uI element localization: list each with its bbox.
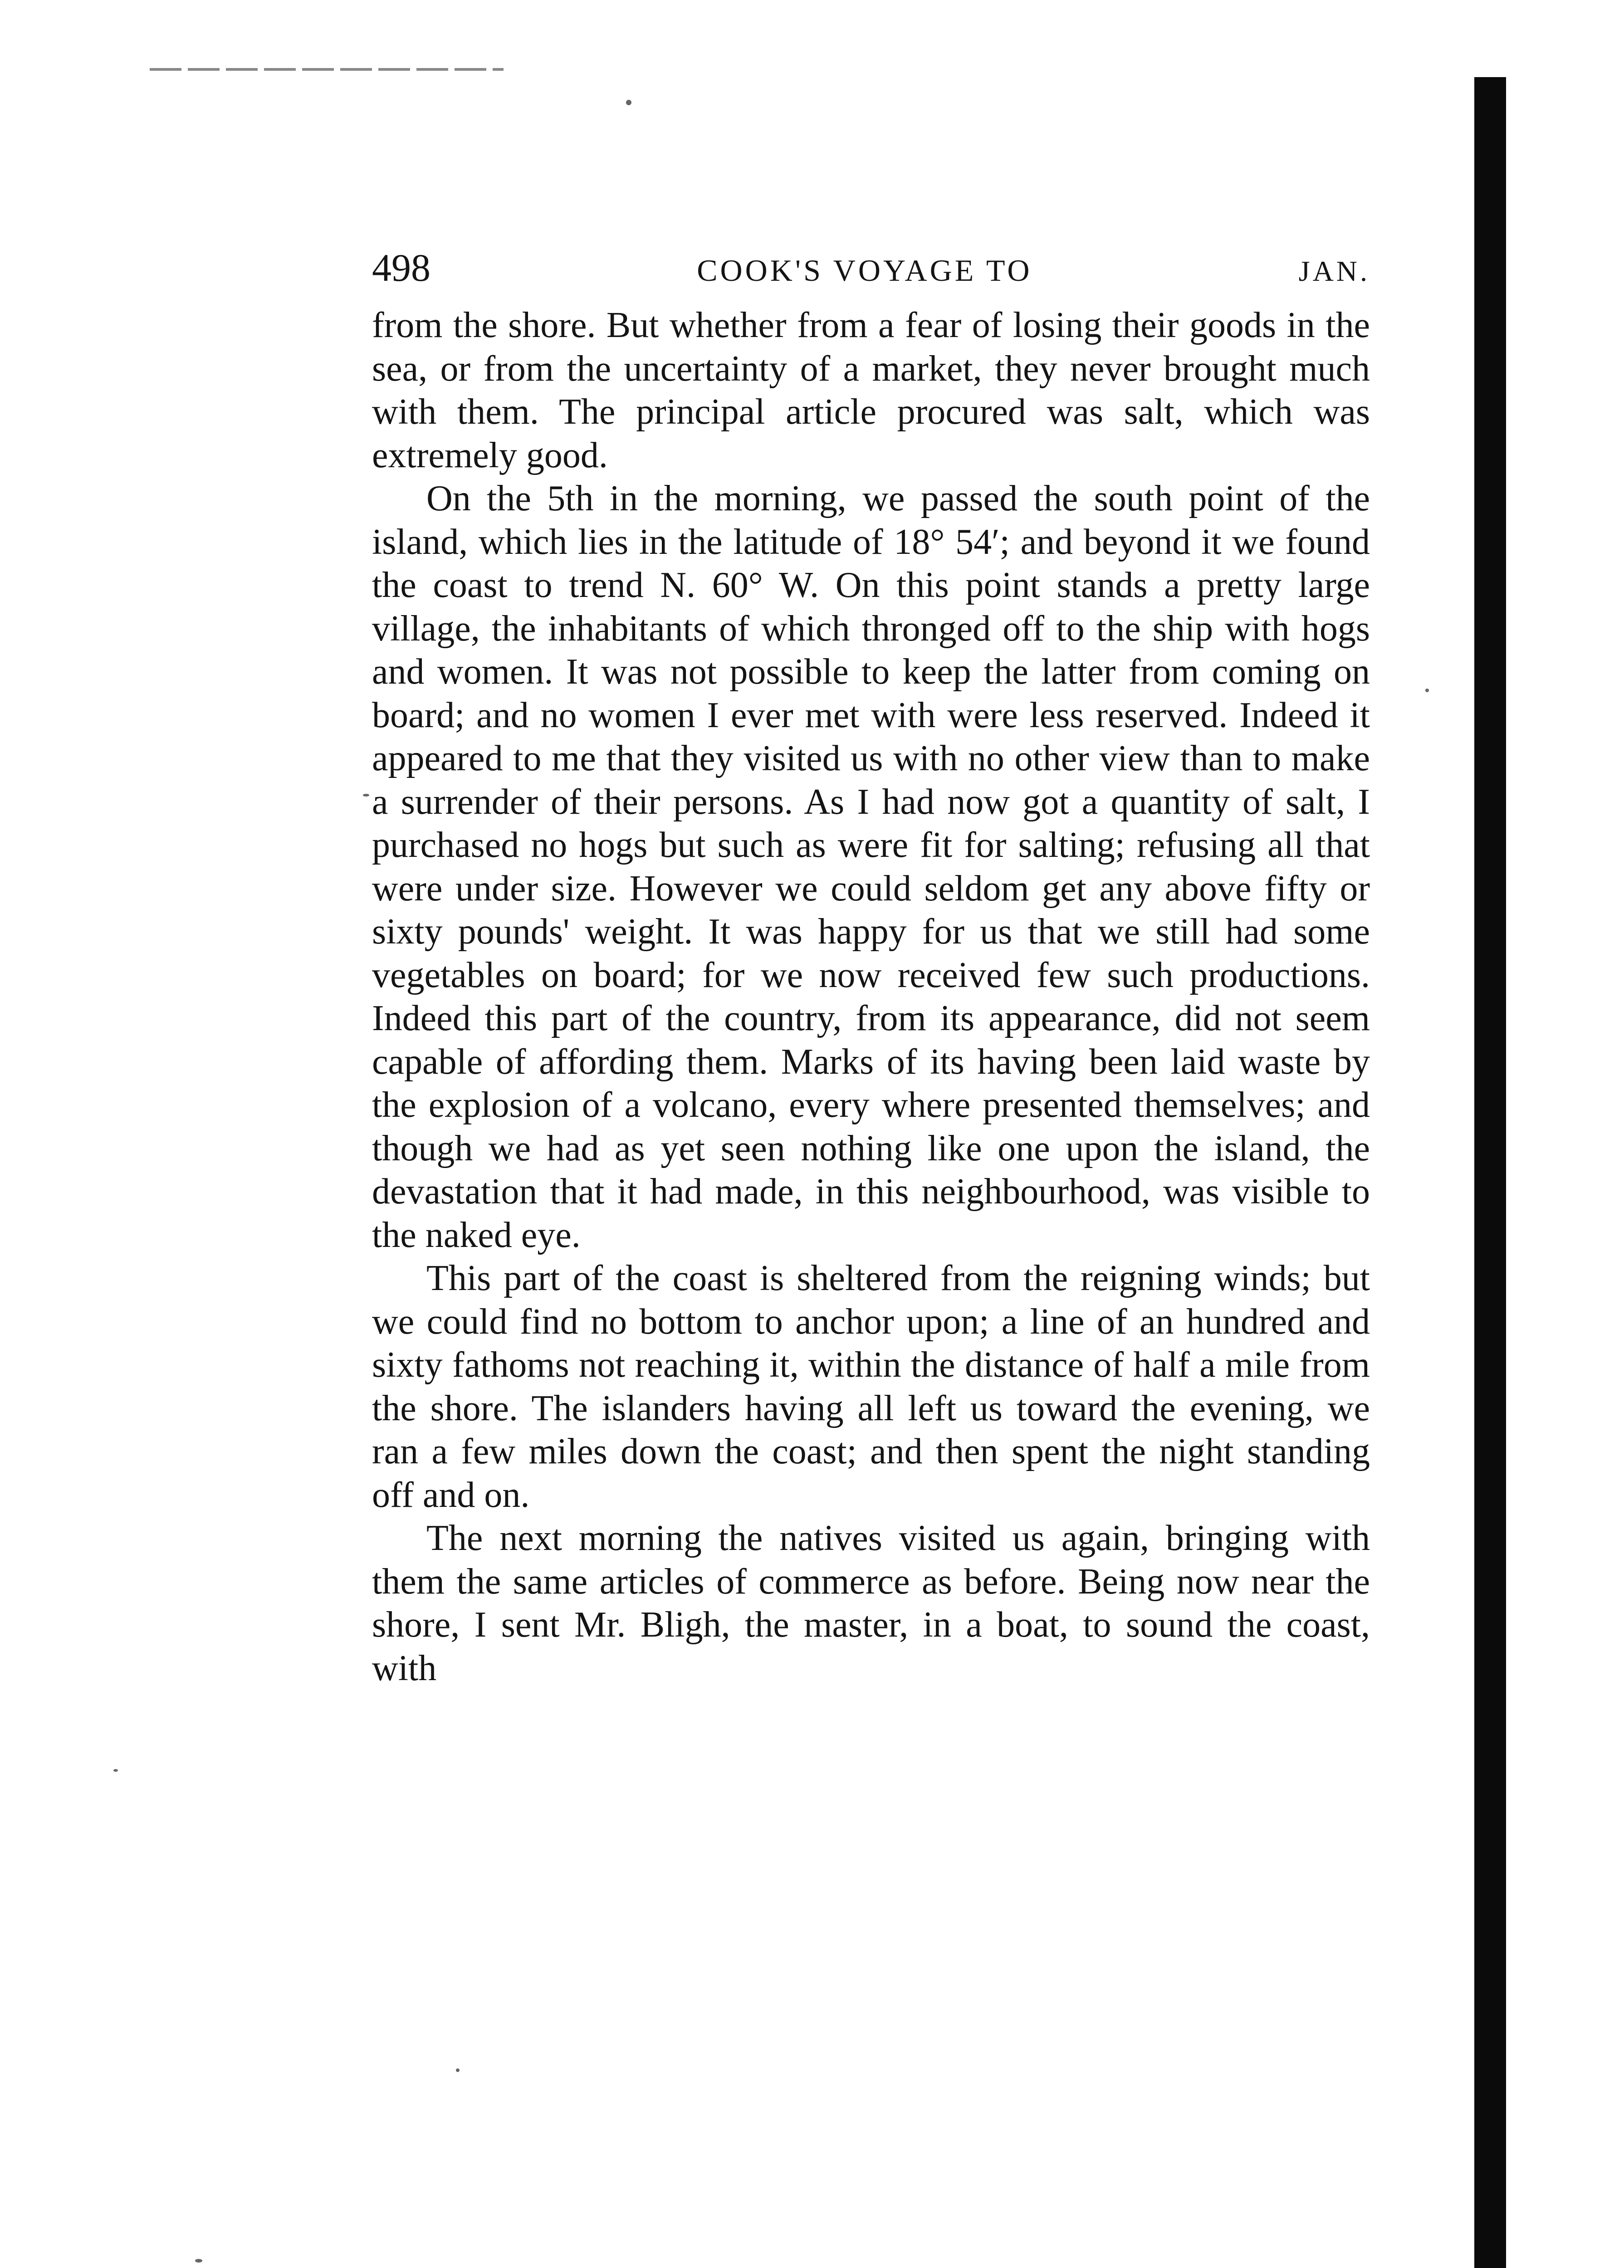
scan-speck [363, 794, 369, 797]
body-text [372, 304, 1370, 1690]
scan-speck [626, 100, 631, 105]
scan-speck [456, 2068, 460, 2072]
scan-speck [113, 1769, 118, 1772]
paragraph-continuation: from the shore. But whether from a fear of losing their goods in the sea, or from the uncertainty of a market, they never brought much with them. The principal article procured was salt, which was extremely good. [372, 305, 1370, 475]
paragraph: This part of the coast is sheltered from the reigning winds; but we could find no bottom to anchor upon; a line of an hundred and sixty fathoms not reaching it, within the distance of half a mile from the shore. The islanders having all left us toward the evening, we ran a few miles down the coast; and then spent the night standing off and on. [372, 1258, 1370, 1515]
scan-speck [1513, 845, 1518, 850]
scan-speck [195, 2259, 202, 2263]
page-number: 498 [372, 246, 430, 289]
binding-gutter-shadow [1474, 77, 1506, 2268]
running-head [372, 245, 1370, 295]
running-title: COOK'S VOYAGE TO [697, 253, 1032, 288]
book-page [372, 245, 1370, 1690]
paragraph: The next morning the natives visited us again, bringing with them the same articles of commerce as before. Being now near the shore, I sent Mr. Bligh, the master, in a boat, to sound the coast, with [372, 1518, 1370, 1688]
running-date: JAN. [1298, 255, 1370, 287]
scan-speck [1425, 689, 1429, 692]
scan-edge-rule-top [150, 68, 504, 71]
paragraph: On the 5th in the morning, we passed the south point of the island, which lies in the latitude of 18° 54′; and beyond it we found the coast to trend N. 60° W. On this point stands a pretty large village, the inhabitants of which thronged off to the ship with hogs and women. It was not possible to keep the latter from coming on board; and no women I ever met with were less reserved. Indeed it appeared to me that they visited us with no other view than to make a surrender of their persons. As I had now got a quantity of salt, I purchased no hogs but such as were fit for salting; refusing all that were under size. However we could seldom get any above fifty or sixty pounds' weight. It was happy for us that we still had some vegetables on board; for we now received few such productions. Indeed this part of the country, from its appearance, did not seem capable of affording them. Marks of its having been laid waste by the explosion of a volcano, every where presented themselves; and though we had as yet seen nothing like one upon the island, the devastation that it had made, in this neighbourhood, was visible to the naked eye. [372, 479, 1370, 1255]
